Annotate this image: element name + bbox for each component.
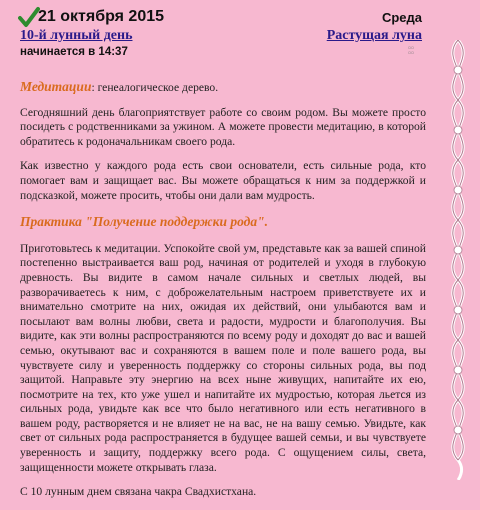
- lunar-day-link[interactable]: 10-й лунный день: [20, 28, 133, 43]
- practice-title: Практика "Получение поддержки рода".: [20, 214, 269, 230]
- weekday-label: Среда: [381, 10, 422, 25]
- date-label: 21 октября 2015: [38, 8, 165, 25]
- meditation-heading: [20, 80, 426, 96]
- footer-paragraph: С 10 лунным днем связана чакра Свадхистхана.: [20, 485, 257, 499]
- moon-phase-link[interactable]: Растущая луна: [326, 28, 422, 43]
- checkmark-icon: [18, 6, 40, 28]
- moon-image-icon: ▫▫ ▫▫: [408, 45, 415, 56]
- intro-paragraph-2: Как известно у каждого рода есть свои основатели, есть сильные рода, кто помогает вам и защищает вас. Вы можете обращаться к ним за поддержкой и подсказкой, можете просить, чтобы они дали вам мудрость.: [20, 159, 426, 202]
- start-time-label: начинается в 14:37: [20, 46, 128, 58]
- practice-paragraph: Приготовьтесь к медитации. Успокойте свой ум, представьте как за вашей спиной постепенно выстраивается ваш род, начиная от родителей и уходя в глубокую древность. Вы видите в самом начале сильных и светлых людей, вы разворачиваетесь к ним, с доброжелательным настроем приветствуете их и внимательно смотрите на них, ожидая их действий, они улыбаются вам и посылают вам волны любви, света и радости, мудрости и благополучия. Вы видите, как эти волны распространяются по всему роду и доходят до вас и вашей семью, окутывают вас и сохраняются в вашем поле и поле вашего рода, вы чувствуете силу и уверенность поддержку со стороны сильных рода, вы под защитой. Направьте эту энергию на всех ныне живущих, напитайте их ею, посмотрите на тех, кто уже ушел и напитайте их мудростью, которая льется из сильных рода, увидьте как все что было негативного или есть негативного в вашем роду, растворяется и не влияет не на вас, не на вашу семью. Увидьте, как свет от сильных рода распространяется в будущее вашей семьи, и вы чувствуете уверенность и защиту, поддержку всего рода. С ощущением силы, света, защищенности можете открывать глаза.: [20, 241, 426, 474]
- meditation-title: Медитации: [20, 79, 92, 94]
- intro-paragraph-1: Сегодняшний день благоприятствует работе со своим родом. Вы можете просто посидеть с родственниками за ужином. А можете провести медитацию, в которой обратитесь к родоначальникам своего рода.: [20, 105, 426, 148]
- ornament-border: [436, 40, 480, 480]
- meditation-subtitle: : генеалогическое дерево.: [91, 81, 219, 94]
- article-content: [20, 80, 426, 510]
- header: [20, 4, 424, 56]
